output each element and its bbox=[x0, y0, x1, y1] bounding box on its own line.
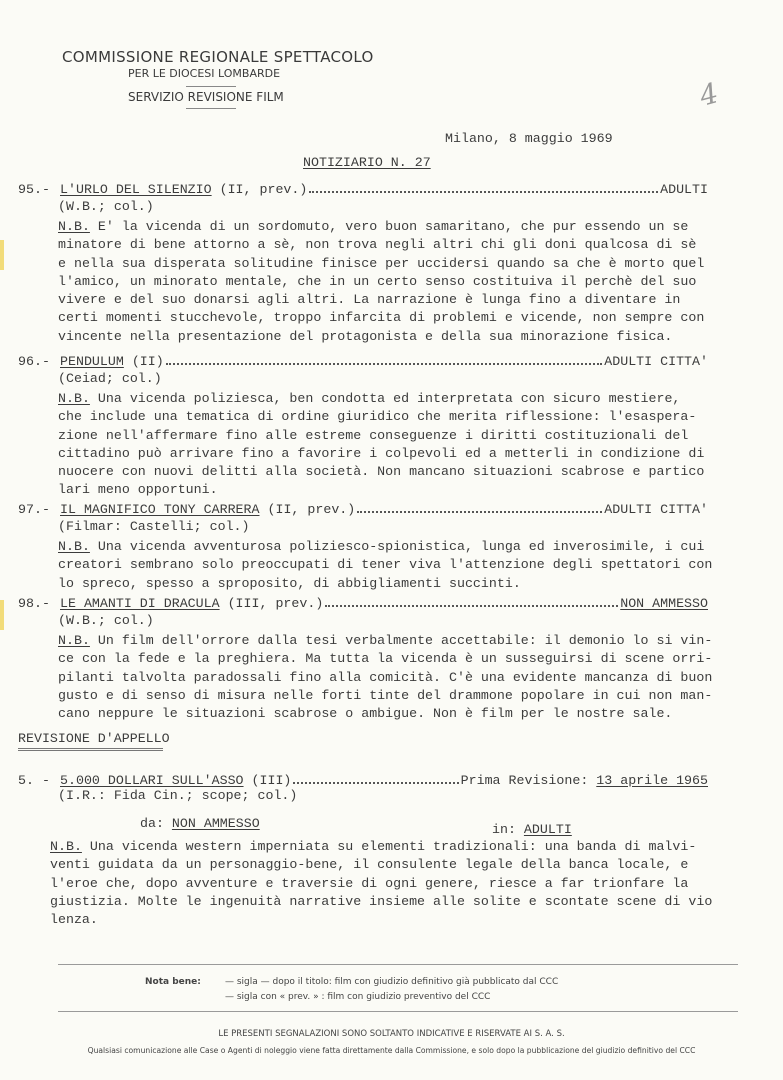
film-title: LE AMANTI DI DRACULA bbox=[60, 596, 220, 611]
note-line: minatore di bene attorno a sè, non trova negli altri chi gli doni qualcosa di sè bbox=[58, 237, 697, 253]
nb-label: N.B. bbox=[58, 219, 90, 234]
entry-heading-line bbox=[18, 501, 708, 519]
verdict: ADULTI CITTA' bbox=[604, 354, 708, 369]
entry-number: 97.- bbox=[18, 502, 50, 517]
film-title: PENDULUM bbox=[60, 354, 124, 369]
note-line: lari meno opportuni. bbox=[58, 482, 218, 498]
note-line: cittadino può arrivare fino a favorire i colpevoli ed a metterli in condizione di bbox=[58, 445, 705, 461]
film-rating: (II, prev.) bbox=[211, 182, 308, 197]
entry-number: 5. - bbox=[18, 773, 50, 788]
entry-heading-line bbox=[18, 353, 708, 371]
note-line bbox=[58, 218, 704, 236]
entry-number: 96.- bbox=[18, 354, 50, 369]
distributor: (W.B.; col.) bbox=[58, 613, 154, 628]
note-line: creatori sembrano solo preoccupati di tener viva l'attenzione degli spettatori con bbox=[58, 557, 713, 573]
entry-heading-line bbox=[18, 181, 708, 199]
entry-note bbox=[58, 632, 712, 723]
film-rating: (III) bbox=[243, 773, 292, 788]
to-label: in: bbox=[492, 822, 524, 837]
dot-leader bbox=[325, 605, 618, 607]
document-date: Milano, 8 maggio 1969 bbox=[445, 131, 613, 146]
dot-leader bbox=[357, 511, 602, 513]
note-line: e nella sua disperata solitudine finisce per uccidersi quando sa che è morto quel bbox=[58, 255, 705, 271]
entry-note bbox=[58, 538, 712, 593]
film-title: IL MAGNIFICO TONY CARRERA bbox=[60, 502, 260, 517]
entry-number: 95.- bbox=[18, 182, 50, 197]
footer-note-2: — sigla con « prev. » : film con giudizio preventivo del CCC bbox=[225, 992, 491, 1002]
verdict: ADULTI CITTA' bbox=[604, 502, 708, 517]
double-underline bbox=[18, 748, 163, 751]
note-line: ce con la fede e la preghiera. Ma tutta la vicenda è un susseguirsi di scene orri- bbox=[58, 651, 713, 667]
note-line: l'eroe che, dopo avventure e traversie di ogni genere, riesce a far trionfare la bbox=[50, 875, 689, 891]
distributor: (W.B.; col.) bbox=[58, 199, 154, 214]
note-line: giustizia. Molte le ingenuità narrative insieme alle solite e scontate scene di vio bbox=[50, 893, 713, 909]
divider bbox=[186, 108, 236, 109]
appeal-heading: REVISIONE D'APPELLO bbox=[18, 731, 170, 746]
note-text: Una vicenda avventurosa poliziesco-spionistica, lunga ed inverosimile, i cui bbox=[89, 539, 705, 554]
note-line: gusto e di senso di misura nelle forti tinte del drammone popolare in cui non man- bbox=[58, 687, 713, 703]
note-text: Un film dell'orrore dalla tesi verbalmente accettabile: il demonio lo si vin- bbox=[89, 633, 713, 648]
note-line: lenza. bbox=[50, 912, 98, 928]
dot-leader bbox=[166, 363, 603, 365]
note-text: E' la vicenda di un sordomuto, vero buon samaritano, che pur essendo un se bbox=[89, 219, 689, 234]
letterhead-org: COMMISSIONE REGIONALE SPETTACOLO bbox=[62, 48, 374, 66]
note-line: vincente nella presentazione del protagonista e della sua minorazione fisica. bbox=[58, 328, 673, 344]
footer-note-1: — sigla — dopo il titolo: film con giudizio definitivo già pubblicato dal CCC bbox=[225, 977, 559, 987]
film-rating: (II, prev.) bbox=[259, 502, 356, 517]
note-text: Una vicenda western imperniata su elementi tradizionali: una banda di malvi- bbox=[81, 839, 697, 854]
to-value: ADULTI bbox=[523, 822, 572, 837]
note-line: lo spreco, spesso a sproposito, di abbigliamenti succinti. bbox=[58, 575, 521, 591]
note-line bbox=[58, 390, 704, 408]
from-label: da: bbox=[140, 816, 172, 831]
note-text: Una vicenda poliziesca, ben condotta ed interpretata con sicuro mestiere, bbox=[89, 391, 681, 406]
first-review-date: 13 aprile 1965 bbox=[596, 773, 708, 788]
note-line: che include una tematica di ordine giuridico che merita riflessione: l'esaspera- bbox=[58, 409, 697, 425]
nb-label: N.B. bbox=[58, 633, 90, 648]
dot-leader bbox=[309, 191, 658, 193]
film-title: 5.000 DOLLARI SULL'ASSO bbox=[60, 773, 244, 788]
note-line: certi momenti stucchevole, troppo infarcita di problemi e vicende, non sempre con bbox=[58, 310, 705, 326]
dot-leader bbox=[293, 782, 458, 784]
film-title: L'URLO DEL SILENZIO bbox=[60, 182, 212, 197]
divider bbox=[58, 1011, 738, 1012]
verdict-from bbox=[140, 816, 260, 831]
nb-label: N.B. bbox=[50, 839, 82, 854]
entry-number: 98.- bbox=[18, 596, 50, 611]
nb-label: N.B. bbox=[58, 539, 90, 554]
divider bbox=[58, 964, 738, 965]
page-edge-stain bbox=[0, 600, 4, 630]
handwritten-annotation: 4 bbox=[696, 76, 722, 113]
first-review-label: Prima Revisione: bbox=[460, 773, 597, 788]
page-edge-stain bbox=[0, 240, 4, 270]
verdict: NON AMMESSO bbox=[620, 596, 708, 611]
letterhead-sub: PER LE DIOCESI LOMBARDE bbox=[128, 67, 281, 80]
verdict-to bbox=[492, 822, 572, 837]
note-line: vivere e del suo donarsi agli altri. La narrazione è lunga fino a diventare in bbox=[58, 292, 681, 308]
note-line: cano neppure le situazioni scabrose o ambigue. Non è film per le nostre sale. bbox=[58, 706, 673, 722]
verdict: ADULTI bbox=[660, 182, 708, 197]
letterhead-service: SERVIZIO REVISIONE FILM bbox=[128, 90, 284, 104]
bulletin-title: NOTIZIARIO N. 27 bbox=[303, 155, 431, 170]
divider bbox=[186, 86, 236, 87]
note-line: l'amico, un minorato mentale, che in un certo senso costituiva il perchè del suo bbox=[58, 273, 697, 289]
appeal-note bbox=[50, 838, 712, 929]
distributor: (I.R.: Fida Cin.; scope; col.) bbox=[58, 788, 298, 803]
note-line: nuocere con nuovi delitti alla società. Non mancano situazioni scabrose e partico bbox=[58, 464, 705, 480]
note-line bbox=[58, 538, 712, 556]
footer-disclaimer: Qualsiasi comunicazione alle Case o Agenti di noleggio viene fatta direttamente dalla Commissione, e solo dopo la pubblicazione del giudizio definitivo del CCC bbox=[87, 1046, 696, 1055]
distributor: (Ceiad; col.) bbox=[58, 371, 162, 386]
note-line bbox=[50, 838, 712, 856]
nota-bene-label: Nota bene: bbox=[145, 977, 201, 987]
note-line: zione nell'affermare fino alle estreme conseguenze i diritti costituzionali del bbox=[58, 427, 689, 443]
distributor: (Filmar: Castelli; col.) bbox=[58, 519, 250, 534]
entry-note bbox=[58, 390, 704, 500]
nb-label: N.B. bbox=[58, 391, 90, 406]
entry-heading-line bbox=[18, 595, 708, 613]
from-value: NON AMMESSO bbox=[171, 816, 260, 831]
note-line bbox=[58, 632, 712, 650]
film-rating: (II) bbox=[123, 354, 164, 369]
entry-note bbox=[58, 218, 704, 346]
note-line: venti guidata da un personaggio-bene, il consulente legale della banca locale, e bbox=[50, 857, 689, 873]
note-line: pilanti talvolta paradossali fino alla comicità. C'è una evidente mancanza di buon bbox=[58, 669, 713, 685]
footer-notice: LE PRESENTI SEGNALAZIONI SONO SOLTANTO INDICATIVE E RISERVATE AI S. A. S. bbox=[218, 1029, 565, 1039]
film-rating: (III, prev.) bbox=[219, 596, 324, 611]
